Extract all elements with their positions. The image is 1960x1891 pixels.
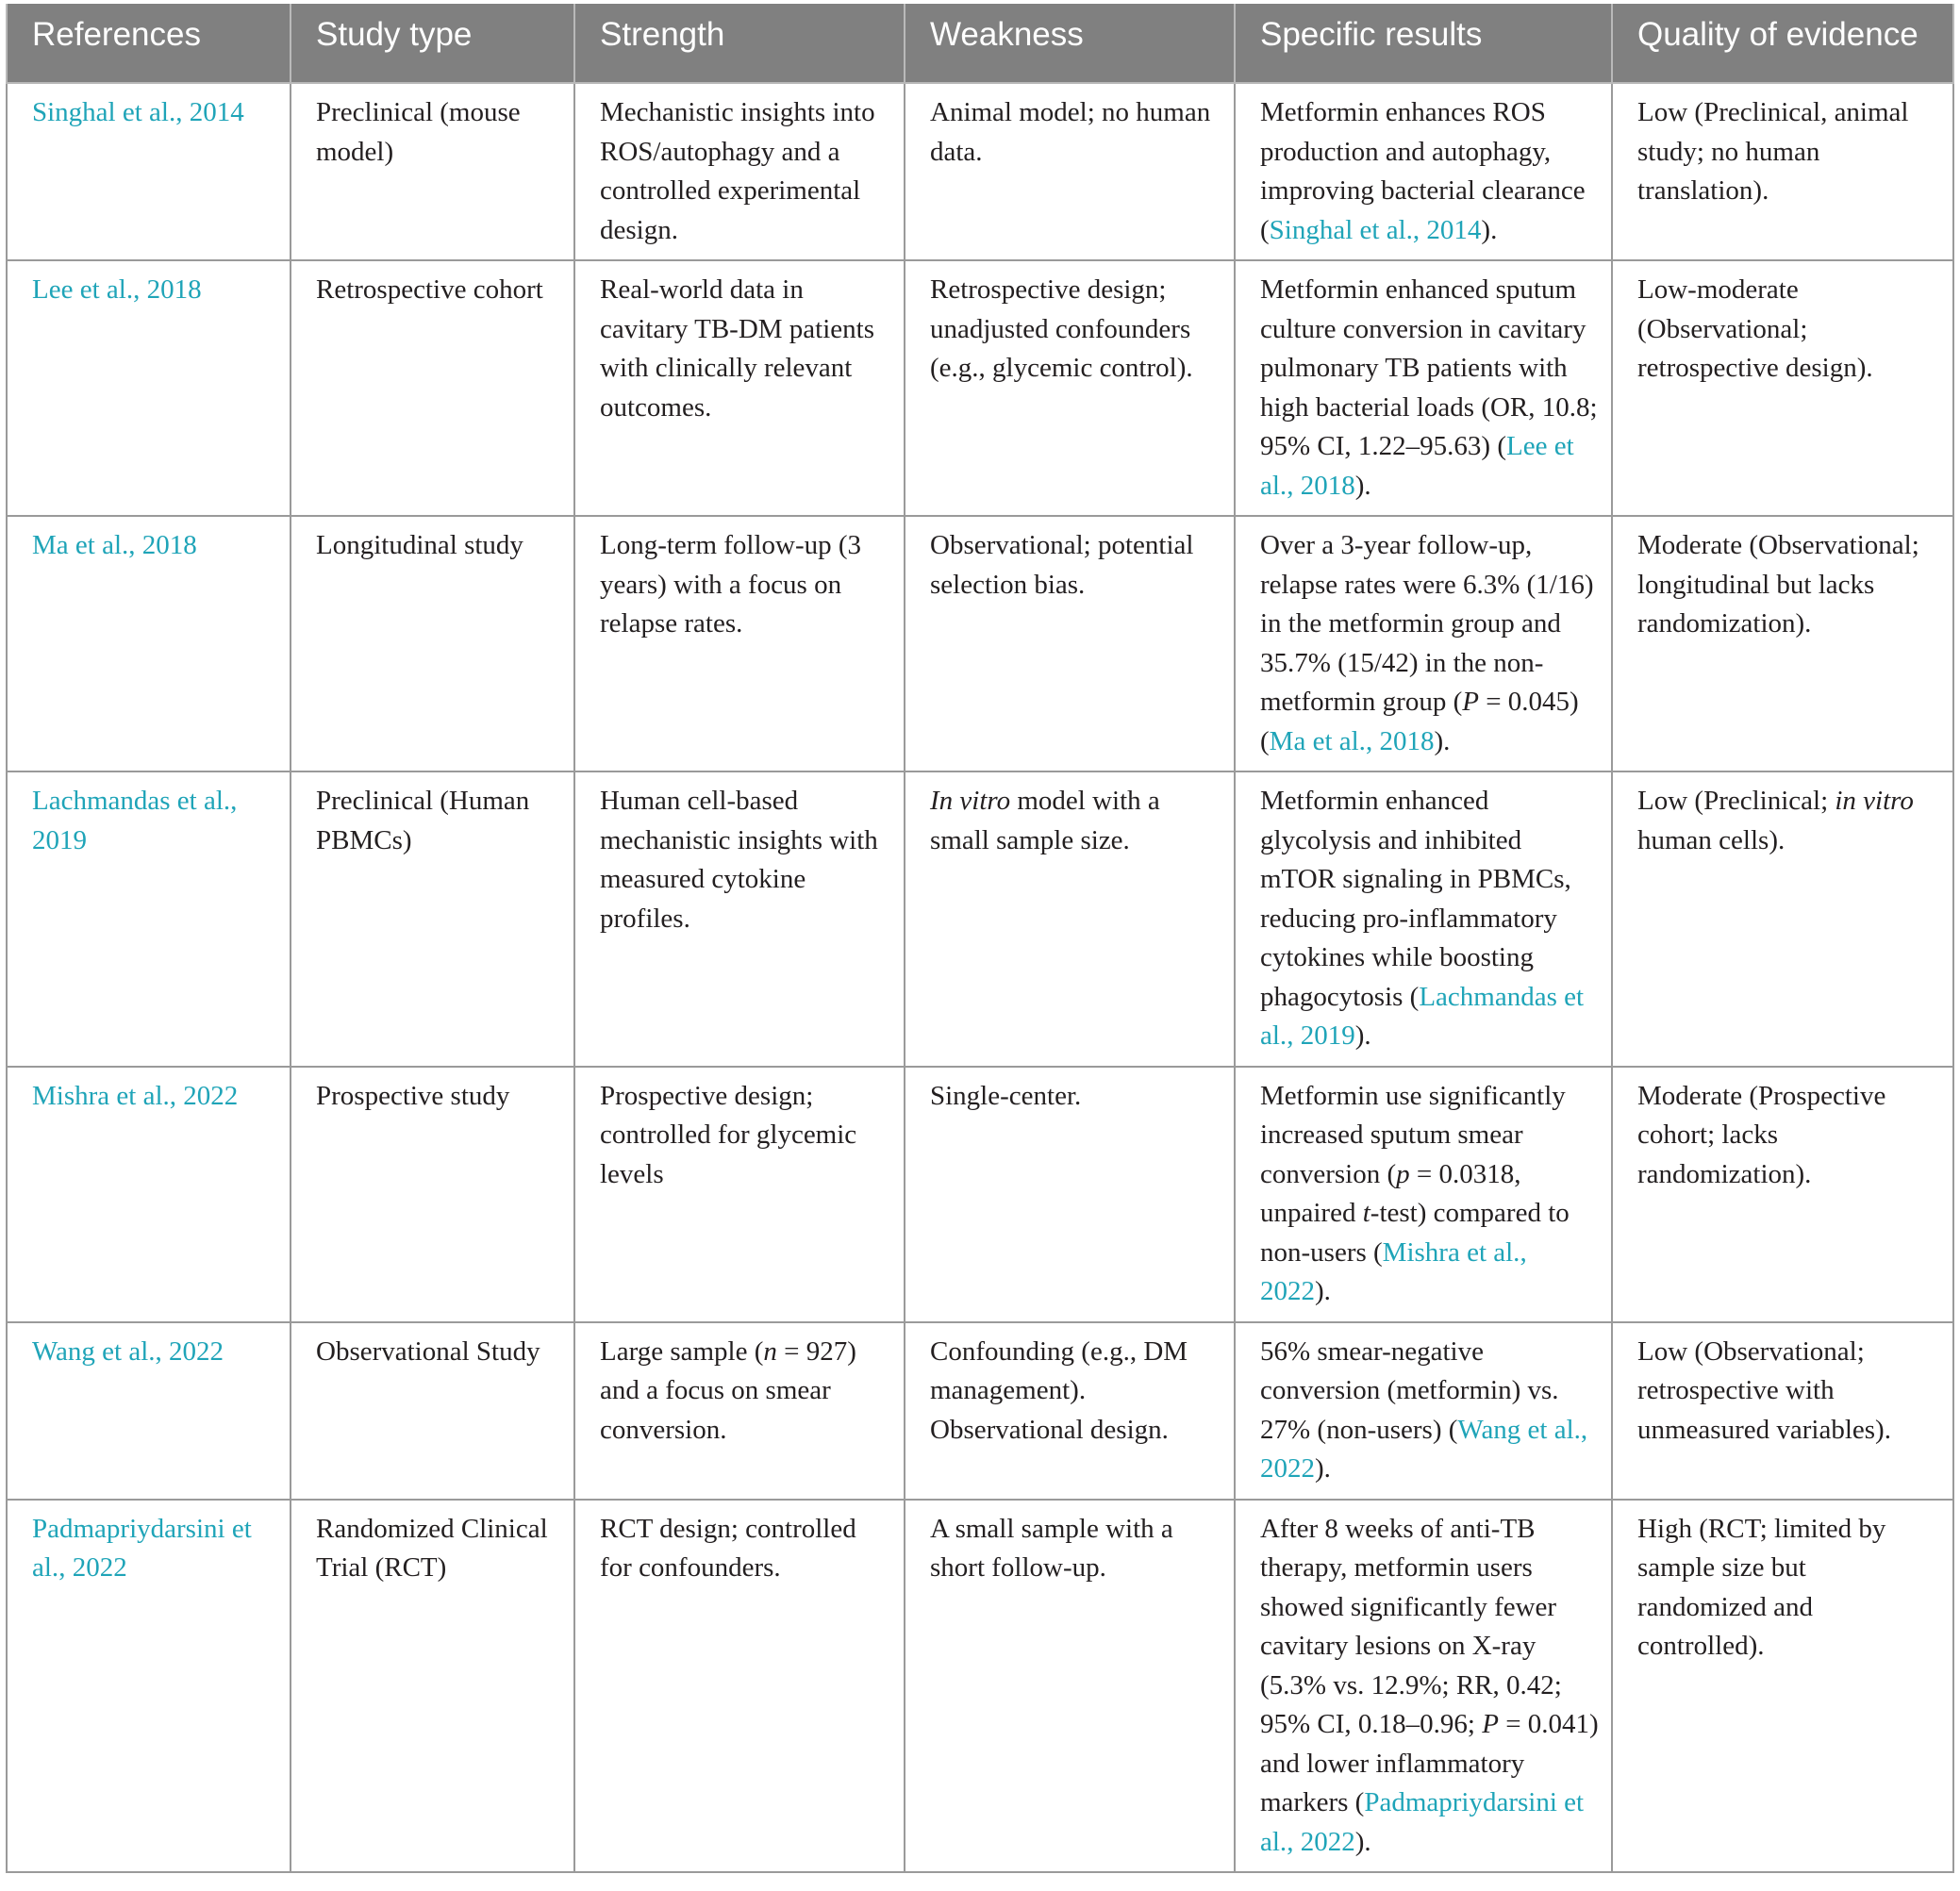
- table-row: [7, 1322, 1953, 1500]
- header-references: References: [7, 4, 291, 83]
- citation-authors: Padmapriydarsini et al.: [1260, 1787, 1585, 1857]
- citation-authors: Singhal et al.: [1269, 214, 1413, 245]
- reference-separator: ,: [133, 274, 147, 305]
- header-row: [7, 4, 1953, 83]
- header-quality-of-evidence: Quality of evidence: [1612, 4, 1953, 83]
- quality-cell: Moderate (Prospective cohort; lacks randomization).: [1612, 1067, 1953, 1322]
- results-text-end: ).: [1354, 1020, 1371, 1051]
- reference-cell: [7, 1322, 291, 1500]
- citation-link[interactable]: Lee et al., 2018: [1260, 431, 1574, 501]
- reference-year: 2018: [141, 530, 197, 560]
- reference-separator: ,: [58, 1552, 73, 1583]
- citation-authors: Ma et al.: [1269, 725, 1366, 756]
- weakness-text: model with a small sample size.: [930, 786, 1160, 855]
- reference-year: 2018: [146, 274, 202, 305]
- results-text-end: ).: [1354, 470, 1371, 501]
- citation-link[interactable]: Singhal et al., 2014: [1269, 214, 1482, 245]
- p-symbol: P: [1462, 687, 1479, 717]
- reference-year: 2022: [169, 1335, 224, 1367]
- quality-cell: Low-moderate (Observational; retrospective design).: [1612, 260, 1953, 516]
- reference-cell: [7, 260, 291, 516]
- reference-authors: Singhal et al.: [32, 97, 176, 127]
- results-text: Metformin enhanced glycolysis and inhibited mTOR signaling in PBMCs, reducing pro-inflammatory cytokines while boosting phagocytosis (: [1260, 786, 1571, 1012]
- p-symbol: P: [1482, 1709, 1499, 1739]
- reference-separator: ,: [155, 1335, 170, 1367]
- in-vitro-term: in vitro: [1835, 786, 1914, 816]
- reference-authors: Padmapriydarsini et al.: [32, 1513, 252, 1583]
- quality-cell: [1612, 771, 1953, 1067]
- citation-year: 2018: [1379, 725, 1435, 756]
- citation-year: 2014: [1426, 214, 1482, 245]
- header-weakness: Weakness: [905, 4, 1235, 83]
- strength-cell: Mechanistic insights into ROS/autophagy and a controlled experimental design.: [574, 83, 905, 260]
- reference-authors: Ma et al.: [32, 530, 129, 560]
- reference-link[interactable]: [32, 1514, 252, 1584]
- reference-cell: [7, 1067, 291, 1322]
- results-text-mid: = 0.041) and lower inflammatory markers (: [1260, 1709, 1599, 1817]
- citation-link[interactable]: Ma et al., 2018: [1269, 725, 1435, 756]
- citation-authors: Lachmandas et al.: [1260, 981, 1585, 1051]
- weakness-cell: Animal model; no human data.: [905, 83, 1235, 260]
- study-type-cell: Observational Study: [291, 1322, 574, 1500]
- quality-cell: High (RCT; limited by sample size but randomized and controlled).: [1612, 1500, 1953, 1873]
- reference-authors: Mishra et al.: [32, 1080, 170, 1111]
- strength-cell: Real-world data in cavitary TB-DM patients with clinically relevant outcomes.: [574, 260, 905, 516]
- citation-year: 2022: [1260, 1276, 1315, 1306]
- quality-text: Low (Preclinical;: [1637, 786, 1835, 816]
- reference-link[interactable]: [32, 786, 237, 855]
- n-symbol: n: [763, 1335, 777, 1367]
- results-text: Metformin enhanced sputum culture conversion in cavitary pulmonary TB patients with high bacterial loads (OR, 10.8; 95% CI, 1.22–95.63) (: [1260, 274, 1598, 461]
- citation-year: 2019: [1300, 1020, 1355, 1051]
- strength-cell: Human cell-based mechanistic insights with measured cytokine profiles.: [574, 771, 905, 1067]
- table-row: [7, 516, 1953, 771]
- study-type-cell: Preclinical (Human PBMCs): [291, 771, 574, 1067]
- strength-cell: Prospective design; controlled for glycemic levels: [574, 1067, 905, 1322]
- weakness-cell: Single-center.: [905, 1067, 1235, 1322]
- results-text-mid: = 0.0318, unpaired: [1260, 1158, 1521, 1228]
- results-cell: [1235, 1500, 1612, 1873]
- reference-cell: [7, 516, 291, 771]
- reference-year: 2019: [32, 824, 87, 855]
- reference-year: 2022: [183, 1080, 239, 1111]
- table-row: [7, 1500, 1953, 1873]
- reference-year: 2014: [189, 97, 244, 127]
- citation-year: 2022: [1260, 1453, 1315, 1484]
- results-text-mid: = 0.045) (: [1260, 687, 1579, 756]
- reference-separator: ,: [230, 786, 238, 816]
- quality-cell: Moderate (Observational; longitudinal but lacks randomization).: [1612, 516, 1953, 771]
- reference-separator: ,: [169, 1080, 184, 1111]
- citation-authors: Lee et al.: [1260, 431, 1574, 501]
- header-strength: Strength: [574, 4, 905, 83]
- results-text: After 8 weeks of anti-TB therapy, metformin users showed significantly fewer cavitary lesions on X-ray (5.3% vs. 12.9%; RR, 0.42; 95% CI, 0.18–0.96;: [1260, 1513, 1562, 1739]
- table-row: [7, 1067, 1953, 1322]
- table-row: [7, 260, 1953, 516]
- strength-cell: Long-term follow-up (3 years) with a focus on relapse rates.: [574, 516, 905, 771]
- citation-link[interactable]: Padmapriydarsini et al., 2022: [1260, 1787, 1585, 1857]
- reference-link[interactable]: [32, 274, 202, 305]
- reference-link[interactable]: [32, 97, 244, 127]
- reference-separator: ,: [175, 97, 190, 127]
- reference-authors: Lee et al.: [32, 274, 134, 305]
- citation-authors: Wang et al.: [1457, 1414, 1581, 1445]
- results-cell: [1235, 260, 1612, 516]
- study-type-cell: Randomized Clinical Trial (RCT): [291, 1500, 574, 1873]
- in-vitro-term: In vitro: [930, 786, 1011, 816]
- weakness-cell: Confounding (e.g., DM management). Observational design.: [905, 1322, 1235, 1500]
- results-text-end: ).: [1434, 725, 1451, 756]
- study-type-cell: Longitudinal study: [291, 516, 574, 771]
- reference-authors: Lachmandas et al.: [32, 786, 231, 816]
- header-study-type: Study type: [291, 4, 574, 83]
- results-cell: [1235, 83, 1612, 260]
- quality-cell: Low (Observational; retrospective with unmeasured variables).: [1612, 1322, 1953, 1500]
- reference-cell: [7, 83, 291, 260]
- t-symbol: t: [1362, 1198, 1370, 1228]
- results-cell: [1235, 1322, 1612, 1500]
- reference-link[interactable]: [32, 530, 197, 560]
- citation-authors: Mishra et al.: [1382, 1236, 1520, 1268]
- strength-cell: RCT design; controlled for confounders.: [574, 1500, 905, 1873]
- reference-cell: [7, 771, 291, 1067]
- results-text-mid2: -test) compared to non-users (: [1260, 1198, 1570, 1268]
- study-type-cell: Preclinical (mouse model): [291, 83, 574, 260]
- citation-link[interactable]: Wang et al., 2022: [1260, 1414, 1588, 1484]
- evidence-table: [6, 4, 1954, 1873]
- strength-text: Large sample (: [600, 1335, 764, 1367]
- quality-text-end: human cells).: [1637, 824, 1786, 855]
- results-text-end: ).: [1354, 1826, 1371, 1857]
- p-symbol: p: [1396, 1158, 1410, 1189]
- reference-authors: Wang et al.: [32, 1335, 156, 1367]
- strength-text-end: = 927) and a focus on smear conversion.: [600, 1335, 856, 1445]
- table-row: [7, 83, 1953, 260]
- quality-cell: Low (Preclinical, animal study; no human translation).: [1612, 83, 1953, 260]
- results-text-end: ).: [1315, 1276, 1331, 1306]
- header-specific-results: Specific results: [1235, 4, 1612, 83]
- citation-link[interactable]: Mishra et al., 2022: [1260, 1236, 1527, 1306]
- citation-year: 2018: [1300, 470, 1355, 501]
- weakness-cell: Observational; potential selection bias.: [905, 516, 1235, 771]
- results-text: Metformin enhances ROS production and autophagy, improving bacterial clearance (: [1260, 97, 1586, 245]
- weakness-cell: Retrospective design; unadjusted confounders (e.g., glycemic control).: [905, 260, 1235, 516]
- reference-year: 2022: [72, 1552, 127, 1583]
- table-row: [7, 771, 1953, 1067]
- results-cell: [1235, 1067, 1612, 1322]
- weakness-cell: A small sample with a short follow-up.: [905, 1500, 1235, 1873]
- results-text: Over a 3-year follow-up, relapse rates were 6.3% (1/16) in the metformin group and 35.7% (15/42) in the non-metformin group (: [1260, 530, 1594, 717]
- study-type-cell: Retrospective cohort: [291, 260, 574, 516]
- study-type-cell: Prospective study: [291, 1067, 574, 1322]
- strength-cell: [574, 1322, 905, 1500]
- weakness-cell: [905, 771, 1235, 1067]
- results-text: 56% smear-negative conversion (metformin) vs. 27% (non-users) (: [1260, 1335, 1559, 1445]
- results-text: Metformin use significantly increased sputum smear conversion (: [1260, 1080, 1566, 1189]
- results-cell: [1235, 516, 1612, 771]
- reference-separator: ,: [128, 530, 142, 560]
- citation-link[interactable]: Lachmandas et al., 2019: [1260, 981, 1585, 1051]
- reference-link[interactable]: [32, 1081, 238, 1111]
- reference-cell: [7, 1500, 291, 1873]
- results-cell: [1235, 771, 1612, 1067]
- citation-year: 2022: [1300, 1826, 1355, 1857]
- reference-link[interactable]: [32, 1336, 224, 1367]
- results-text-end: ).: [1481, 214, 1498, 245]
- results-text-end: ).: [1315, 1453, 1331, 1484]
